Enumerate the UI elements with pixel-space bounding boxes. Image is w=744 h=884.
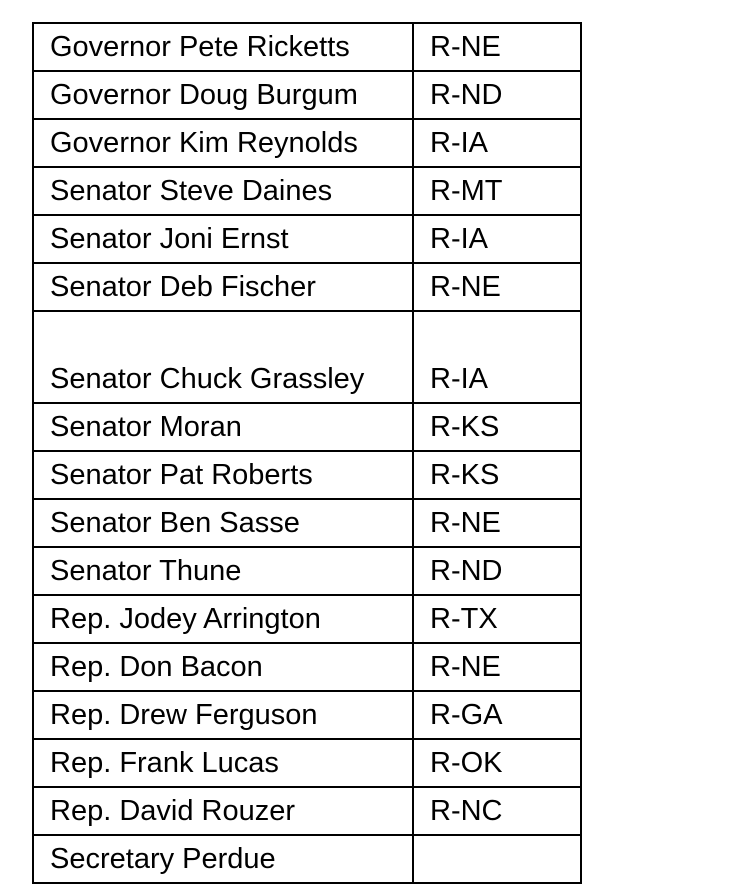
party-state-cell: R-TX: [413, 595, 581, 643]
party-state-cell: R-IA: [413, 215, 581, 263]
table-row: [33, 23, 581, 71]
party-state-cell: R-KS: [413, 451, 581, 499]
table-row: [33, 71, 581, 119]
table-row: [33, 643, 581, 691]
official-name-cell: Senator Joni Ernst: [33, 215, 413, 263]
official-name-cell: Rep. Don Bacon: [33, 643, 413, 691]
table-row: [33, 215, 581, 263]
party-state-cell: R-IA: [413, 119, 581, 167]
official-name-cell: Senator Moran: [33, 403, 413, 451]
party-state-cell: R-NE: [413, 643, 581, 691]
table-row: [33, 311, 581, 403]
official-name-cell: Senator Chuck Grassley: [33, 311, 413, 403]
party-state-cell: [413, 835, 581, 883]
table-row: [33, 119, 581, 167]
official-name-cell: Secretary Perdue: [33, 835, 413, 883]
party-state-cell: R-NE: [413, 499, 581, 547]
party-state-cell: R-ND: [413, 71, 581, 119]
official-name-cell: Senator Deb Fischer: [33, 263, 413, 311]
table-row: [33, 835, 581, 883]
official-name-cell: Governor Pete Ricketts: [33, 23, 413, 71]
official-name-cell: Rep. Jodey Arrington: [33, 595, 413, 643]
officials-table: [32, 22, 582, 884]
party-state-cell: R-OK: [413, 739, 581, 787]
official-name-cell: Governor Kim Reynolds: [33, 119, 413, 167]
party-state-cell: R-ND: [413, 547, 581, 595]
table-row: [33, 547, 581, 595]
official-name-cell: Senator Thune: [33, 547, 413, 595]
table-row: [33, 451, 581, 499]
party-state-cell: R-NE: [413, 263, 581, 311]
table-row: [33, 787, 581, 835]
party-state-cell: R-IA: [413, 311, 581, 403]
official-name-cell: Senator Ben Sasse: [33, 499, 413, 547]
party-state-cell: R-GA: [413, 691, 581, 739]
official-name-cell: Rep. Drew Ferguson: [33, 691, 413, 739]
official-name-cell: Rep. Frank Lucas: [33, 739, 413, 787]
party-state-cell: R-NE: [413, 23, 581, 71]
table-row: [33, 691, 581, 739]
official-name-cell: Senator Pat Roberts: [33, 451, 413, 499]
table-row: [33, 403, 581, 451]
table-row: [33, 263, 581, 311]
table-row: [33, 595, 581, 643]
table-row: [33, 167, 581, 215]
party-state-cell: R-NC: [413, 787, 581, 835]
official-name-cell: Rep. David Rouzer: [33, 787, 413, 835]
official-name-cell: Governor Doug Burgum: [33, 71, 413, 119]
party-state-cell: R-KS: [413, 403, 581, 451]
table-row: [33, 739, 581, 787]
table-row: [33, 499, 581, 547]
official-name-cell: Senator Steve Daines: [33, 167, 413, 215]
party-state-cell: R-MT: [413, 167, 581, 215]
